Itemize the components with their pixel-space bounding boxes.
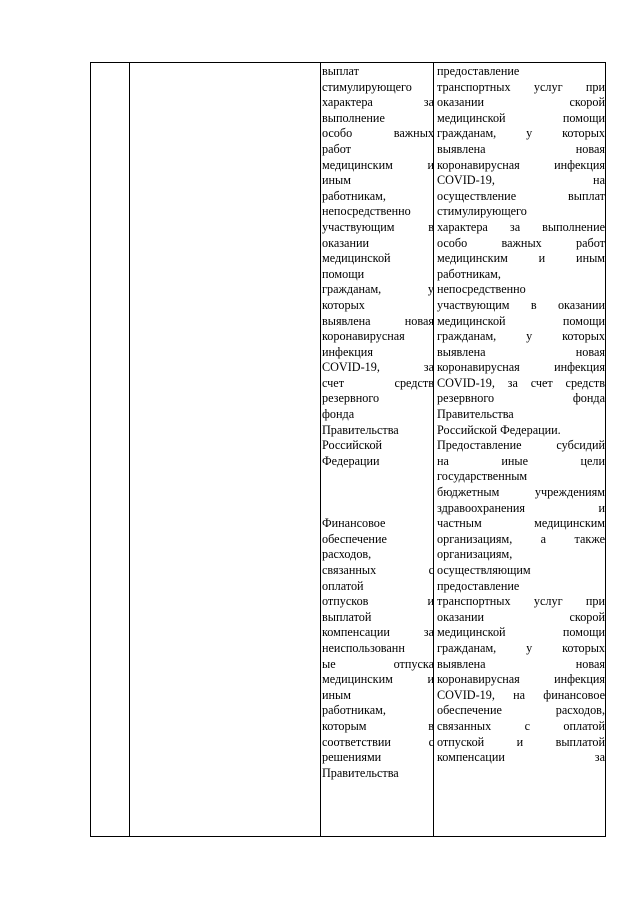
column-4-line: частным медицинским xyxy=(437,516,605,531)
column-3-line: связанных с xyxy=(322,563,434,577)
column-4-line: предоставление xyxy=(437,64,520,78)
column-4-line: предоставление xyxy=(437,578,520,593)
column-4-line: COVID-19, на xyxy=(437,173,605,188)
column-4-line: COVID-19, за счет средств xyxy=(437,375,605,390)
column-4-line: медицинской помощи xyxy=(437,110,605,125)
column-3-line: выплат xyxy=(322,64,359,78)
column-3-line: решениями xyxy=(322,750,382,765)
column-4-line: транспортных услуг при xyxy=(437,594,605,609)
column-divider-2 xyxy=(320,63,321,836)
column-4-line: непосредственно xyxy=(437,282,526,297)
column-divider-1 xyxy=(129,63,130,836)
column-3-line: расходов, xyxy=(322,547,372,562)
column-4-line: медицинской помощи xyxy=(437,625,605,640)
column-4-line: резервного фонда xyxy=(437,391,605,406)
column-3-line: работникам, xyxy=(322,188,386,203)
column-3-line: выплатой xyxy=(322,609,372,624)
column-4-line: COVID-19, на финансовое xyxy=(437,687,605,702)
column-4-line: медицинским и иным xyxy=(437,251,605,266)
column-3-line: медицинским и xyxy=(322,672,434,687)
column-4-line: участвующим в оказании xyxy=(437,297,605,312)
column-3-line: Финансовое xyxy=(322,516,386,531)
column-4-line: оказании скорой xyxy=(437,609,605,624)
column-4-line: связанных с оплатой xyxy=(437,718,605,733)
column-3-line: стимулирующего xyxy=(322,79,412,94)
column-3-line: счет средств xyxy=(322,375,434,390)
column-4-line: организациям, xyxy=(437,547,513,562)
column-4-line: на иные цели xyxy=(437,453,605,468)
column-3-line xyxy=(322,469,434,485)
column-3-line: Правительства xyxy=(322,765,399,780)
column-4-line: работникам, xyxy=(437,266,501,281)
column-4-line: особо важных работ xyxy=(437,235,605,250)
column-4-line: обеспечение расходов, xyxy=(437,703,605,718)
column-3-line: Федерации xyxy=(322,453,380,468)
column-3-line: непосредственно xyxy=(322,204,411,219)
column-3-line: коронавирусная xyxy=(322,329,405,344)
column-4-line: гражданам, у которых xyxy=(437,329,605,344)
column-3-line: которым в xyxy=(322,718,434,733)
column-4-line: Правительства xyxy=(437,407,514,422)
column-4-line: организациям, а также xyxy=(437,531,605,546)
column-3-line: гражданам, у xyxy=(322,282,434,297)
column-3-line: помощи xyxy=(322,266,365,281)
column-4-line: оказании скорой xyxy=(437,95,605,110)
column-4-text xyxy=(437,64,605,766)
column-3-line: иным xyxy=(322,173,351,188)
column-3-line: оказании xyxy=(322,235,370,250)
column-3-line: работ xyxy=(322,141,351,156)
column-4-line: выявлена новая xyxy=(437,141,605,156)
column-3-line: Правительства xyxy=(322,422,399,437)
column-3-line: иным xyxy=(322,687,351,702)
column-3-line xyxy=(322,485,434,501)
column-3-line: соответствии с xyxy=(322,734,434,749)
column-4-line: медицинской помощи xyxy=(437,313,605,328)
column-3-line: участвующим в xyxy=(322,219,434,234)
column-3-line: Российской xyxy=(322,438,383,453)
column-4-line: осуществляющим xyxy=(437,563,531,577)
column-3-line: особо важных xyxy=(322,126,434,141)
column-4-line: Российской Федерации. xyxy=(437,422,561,437)
column-4-line: выявлена новая xyxy=(437,344,605,359)
column-4-line: коронавирусная инфекция xyxy=(437,157,605,172)
column-3-line: оплатой xyxy=(322,578,364,593)
column-3-line: которых xyxy=(322,297,365,312)
column-3-line: ые отпуска xyxy=(322,656,434,671)
column-3-line: компенсации за xyxy=(322,625,434,640)
column-4-line: коронавирусная инфекция xyxy=(437,672,605,687)
column-3-line: инфекция xyxy=(322,344,373,359)
column-4-line: выявлена новая xyxy=(437,656,605,671)
column-3-line: медицинским и xyxy=(322,157,434,172)
column-4-line: транспортных услуг при xyxy=(437,79,605,94)
column-4-line: компенсации за xyxy=(437,750,605,765)
column-3-line xyxy=(322,501,434,517)
column-3-line: выполнение xyxy=(322,110,385,125)
document-table xyxy=(90,62,606,837)
column-3-line: обеспечение xyxy=(322,531,387,546)
column-3-line: фонда xyxy=(322,407,355,422)
column-4-line: здравоохранения и xyxy=(437,500,605,515)
column-3-line: медицинской xyxy=(322,251,391,266)
column-3-line: резервного xyxy=(322,391,380,406)
column-4-line: отпуской и выплатой xyxy=(437,734,605,749)
column-3-line: неиспользованн xyxy=(322,640,405,655)
column-3-line: характера за xyxy=(322,95,434,110)
column-4-line: характера за выполнение xyxy=(437,219,605,234)
column-4-line: бюджетным учреждениям xyxy=(437,485,605,500)
column-3-line: работникам, xyxy=(322,703,386,718)
column-3-line: COVID-19, за xyxy=(322,360,434,375)
column-4-line: стимулирующего xyxy=(437,204,527,219)
column-4-line: Предоставление субсидий xyxy=(437,438,605,453)
column-4-line: гражданам, у которых xyxy=(437,640,605,655)
column-3-line: отпусков и xyxy=(322,594,434,609)
column-4-line: коронавирусная инфекция xyxy=(437,360,605,375)
column-4-line: гражданам, у которых xyxy=(437,126,605,141)
column-3-line: выявлена новая xyxy=(322,313,434,328)
column-4-line: государственным xyxy=(437,469,528,484)
column-4-line: осуществление выплат xyxy=(437,188,605,203)
column-3-text xyxy=(322,64,434,781)
